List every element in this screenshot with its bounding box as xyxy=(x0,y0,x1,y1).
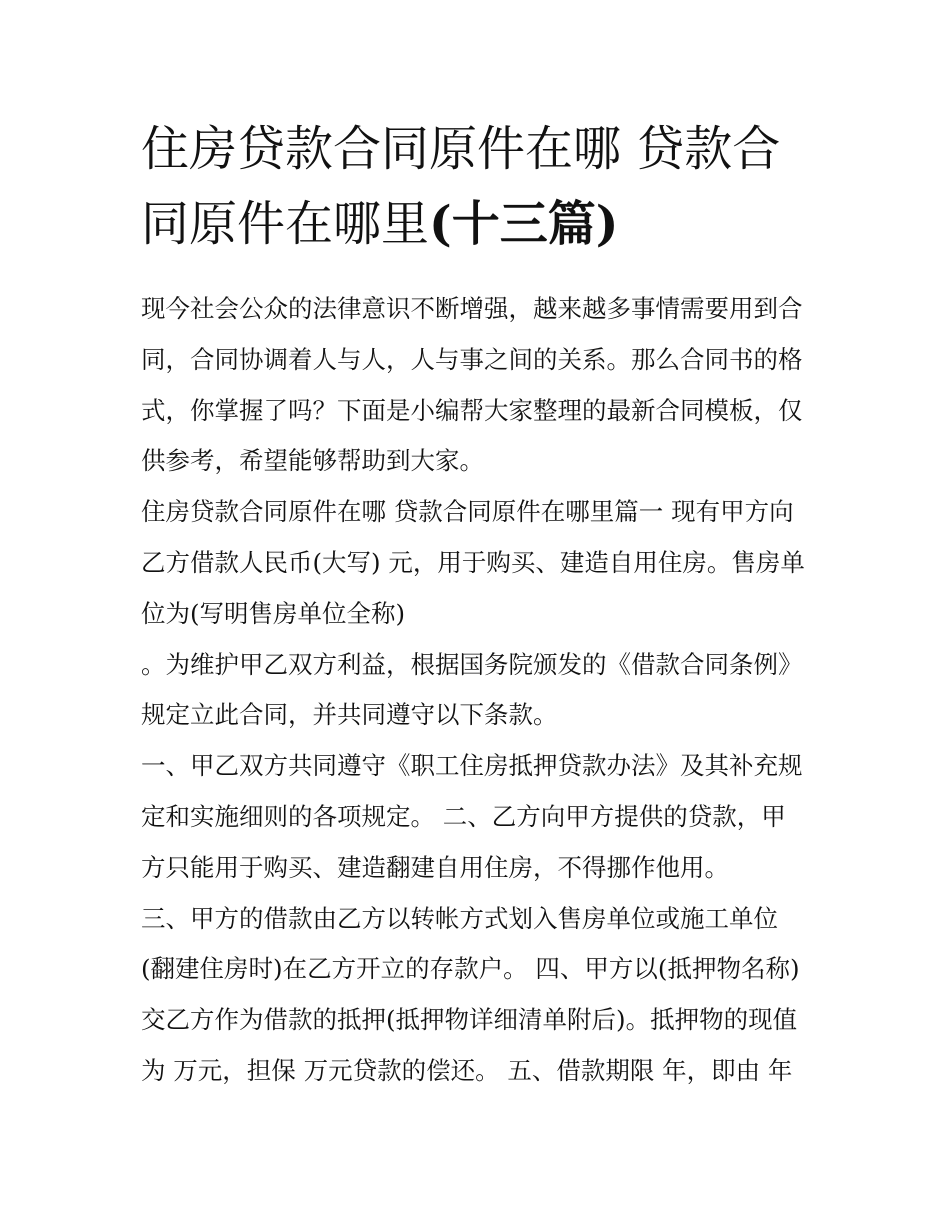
body-line: 方只能用于购买、建造翻建自用住房，不得挪作他用。 xyxy=(141,852,729,882)
document-title xyxy=(141,112,817,262)
body-line: 一、甲乙双方共同遵守《职工住房抵押贷款办法》及其补充规 xyxy=(141,751,803,781)
body-line: (翻建住房时)在乙方开立的存款户。 四、甲方以(抵押物名称) xyxy=(141,954,800,984)
body-line: 位为(写明售房单位全称) xyxy=(141,598,406,628)
title-line-2 xyxy=(141,187,817,262)
body-line: 。为维护甲乙双方利益，根据国务院颁发的《借款合同条例》 xyxy=(141,649,803,679)
body-line: 乙方借款人民币(大写) 元，用于购买、建造自用住房。售房单 xyxy=(141,547,805,577)
title-line-2-tail: (十三篇) xyxy=(429,196,619,252)
body-line: 交乙方作为借款的抵押(抵押物详细清单附后)。抵押物的现值 xyxy=(141,1005,798,1035)
body-line: 规定立此合同，并共同遵守以下条款。 xyxy=(141,700,558,730)
body-line: 同，合同协调着人与人，人与事之间的关系。那么合同书的格 xyxy=(141,344,803,374)
body-line: 式，你掌握了吗？下面是小编帮大家整理的最新合同模板，仅 xyxy=(141,395,803,425)
document-page xyxy=(141,112,817,1097)
body-line: 定和实施细则的各项规定。 二、乙方向甲方提供的贷款，甲 xyxy=(141,801,786,831)
title-line-1: 住房贷款合同原件在哪 贷款合 xyxy=(141,121,781,177)
document-body xyxy=(141,284,817,1097)
body-line: 三、甲方的借款由乙方以转帐方式划入售房单位或施工单位 xyxy=(141,903,778,933)
body-line: 供参考，希望能够帮助到大家。 xyxy=(141,446,484,476)
body-line: 为 万元，担保 万元贷款的偿还。 五、借款期限 年，即由 年 xyxy=(141,1055,793,1085)
body-line: 现今社会公众的法律意识不断增强，越来越多事情需要用到合 xyxy=(141,294,803,323)
title-line-2-text: 同原件在哪里 xyxy=(141,196,430,252)
body-line: 住房贷款合同原件在哪 贷款合同原件在哪里篇一 现有甲方向 xyxy=(141,497,794,527)
